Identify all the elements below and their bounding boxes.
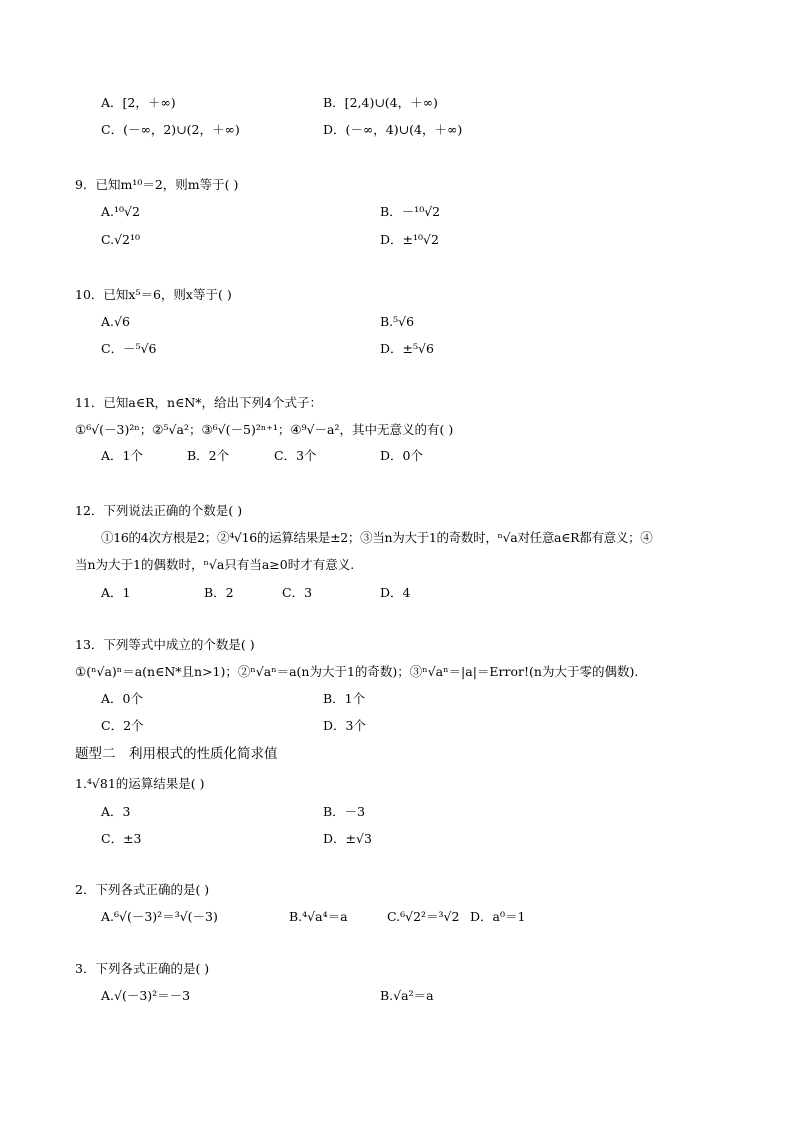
s2-q2-option-c: C.⁶√2²＝³√2: [387, 909, 460, 924]
q8-option-c: C．(－∞，2)∪(2，＋∞): [101, 122, 240, 137]
q12-statement-line2: 当n为大于1的偶数时，ⁿ√a只有当a≥0时才有意义.: [75, 557, 355, 572]
s2-q1-option-d: D．±√3: [323, 831, 372, 846]
q11-option-c: C．3个: [274, 448, 317, 463]
q11-option-d: D．0个: [380, 448, 423, 463]
q13-expressions: ①(ⁿ√a)ⁿ＝a(n∈N*且n>1)；②ⁿ√aⁿ＝a(n为大于1的奇数)；③ⁿ√aⁿ＝|a|＝Error!(n为大于零的偶数).: [75, 664, 639, 679]
q12-option-d: D．4: [380, 585, 411, 600]
s2-q2-stem: 2．下列各式正确的是( ): [75, 882, 210, 897]
s2-q3-option-a: A.√(－3)²＝－3: [101, 988, 191, 1003]
q11-option-a: A．1个: [101, 448, 143, 463]
q10-option-a: A.√6: [101, 314, 130, 329]
q12-stem: 12．下列说法正确的个数是( ): [75, 503, 243, 518]
s2-q2-option-b: B.⁴√a⁴＝a: [289, 909, 348, 924]
q13-option-d: D．3个: [323, 718, 366, 733]
s2-q2-option-d: D．a⁰＝1: [470, 909, 526, 924]
q11-expressions: ①⁶√(－3)²ⁿ；②⁵√a²；③⁶√(－5)²ⁿ⁺¹；④⁹√－a²，其中无意义的有( ): [75, 422, 454, 437]
q9-option-c: C.√2¹⁰: [101, 232, 141, 247]
q10-option-b: B.⁵√6: [380, 314, 415, 329]
q9-option-b: B．－¹⁰√2: [380, 204, 441, 219]
q13-option-c: C．2个: [101, 718, 144, 733]
s2-q1-option-b: B．－3: [323, 804, 366, 819]
q11-stem: 11．已知a∈R，n∈N*，给出下列4个式子：: [75, 395, 322, 410]
q12-option-b: B．2: [204, 585, 234, 600]
q8-option-d: D．(－∞，4)∪(4，＋∞): [323, 122, 463, 137]
q13-option-a: A．0个: [101, 691, 143, 706]
q9-option-d: D．±¹⁰√2: [380, 232, 439, 247]
q8-option-a: A．[2，＋∞): [101, 95, 176, 110]
q13-stem: 13．下列等式中成立的个数是( ): [75, 637, 255, 652]
q10-option-d: D．±⁵√6: [380, 341, 434, 356]
q11-option-b: B．2个: [187, 448, 230, 463]
q13-option-b: B．1个: [323, 691, 366, 706]
q12-option-c: C．3: [282, 585, 313, 600]
s2-q3-stem: 3．下列各式正确的是( ): [75, 961, 210, 976]
s2-q1-option-a: A．3: [101, 804, 131, 819]
q8-option-b: B．[2,4)∪(4，＋∞): [323, 95, 438, 110]
q10-stem: 10．已知x⁵＝6，则x等于( ): [75, 287, 232, 302]
q10-option-c: C．－⁵√6: [101, 341, 157, 356]
s2-q1-stem: 1.⁴√81的运算结果是( ): [75, 776, 205, 791]
q9-option-a: A.¹⁰√2: [101, 204, 140, 219]
s2-q1-option-c: C．±3: [101, 831, 142, 846]
s2-q3-option-b: B.√a²＝a: [380, 988, 434, 1003]
s2-q2-option-a: A.⁶√(－3)²＝³√(－3): [101, 909, 218, 924]
q12-statement-line1: ①16的4次方根是2；②⁴√16的运算结果是±2；③当n为大于1的奇数时，ⁿ√a对任意a∈R都有意义；④: [101, 530, 653, 545]
section-title: 题型二 利用根式的性质化简求值: [75, 746, 278, 762]
q9-stem: 9．已知m¹⁰＝2，则m等于( ): [75, 177, 239, 192]
q12-option-a: A．1: [101, 585, 131, 600]
